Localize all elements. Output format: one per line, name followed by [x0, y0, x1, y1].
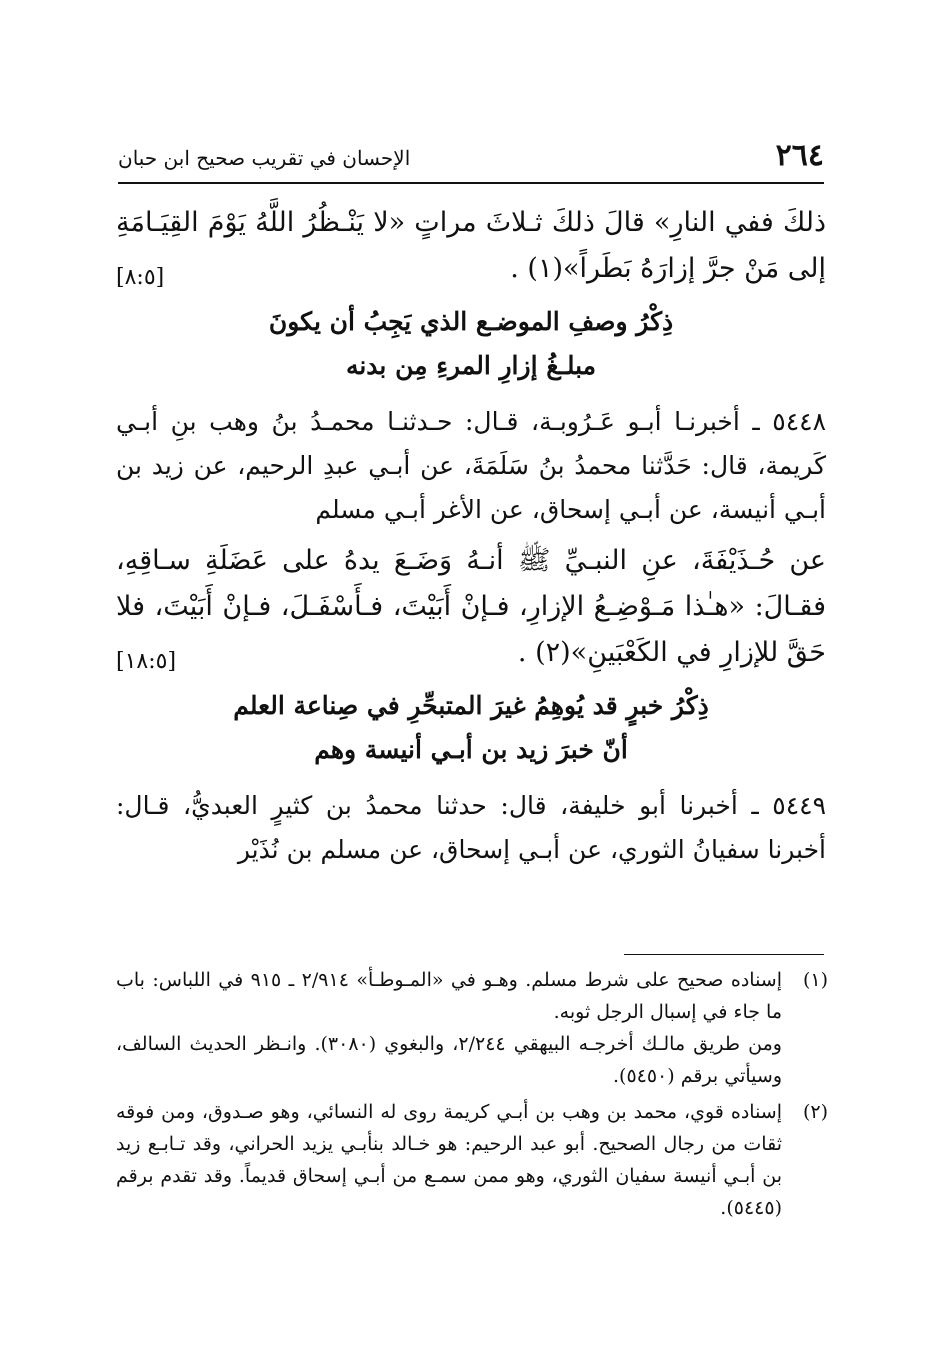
running-title: الإحسان في تقريب صحيح ابن حبان: [118, 146, 411, 170]
page-header: [118, 136, 824, 180]
section-heading: [116, 300, 826, 388]
hadith-matn: عن حُـذَيْفَةَ، عنِ النبـيِّ ﷺ أنـهُ وَضَـعَ يدهُ على عَضَلَةِ سـاقِهِ، فقـالَ: «هـٰذا مَـوْضِـعُ الإزارِ، فـإنْ أَبَيْتَ، فـأَسْفَـلَ، فـإنْ أَبَيْتَ، فلا حَقَّ للإزارِ في الكَعْبَينِ»(٢) .: [116, 545, 826, 668]
footnote-marker: (١): [802, 969, 828, 991]
footnote-body: [116, 964, 782, 1092]
footnote-text: إسناده صحيح على شرط مسلم. وهـو في «المـوطـأ» ٢/٩١٤ ـ ٩١٥ في اللباس: باب ما جاء في إسبال الرجل ثوبه.: [116, 969, 782, 1023]
heading-line: مبلـغُ إزارِ المرءِ مِن بدنه: [345, 351, 597, 380]
header-rule: [118, 182, 824, 184]
section-heading: [116, 684, 826, 772]
hadith-matn-block: [116, 538, 826, 676]
hadith-isnad: ٥٤٤٨ ـ أخبرنـا أبـو عَـرُوبـة، قـال: حـدثنـا محمـدُ بنُ وهب بنِ أبـي كَريمة، قال: حَدَّثنا محمدُ بنُ سَلَمَةَ، عن أبـي عبدِ الرحيم، عن زيد بن أبـي أنيسة، عن أبـي إسحاق، عن الأغر أبـي مسلم: [116, 407, 826, 524]
heading-line: ذِكْرُ وصفِ الموضـع الذي يَجِبُ أن يكونَ: [268, 307, 674, 336]
footnote-marker: (٢): [802, 1101, 828, 1123]
page-number: ٢٦٤: [775, 138, 824, 173]
main-text: [116, 200, 826, 878]
footnote-text: ومن طريق مالـك أخرجـه البيهقي ٢/٢٤٤، والبغوي (٣٠٨٠). وانـظر الحديث السالف، وسيأتي برقم (٥٤٥٠).: [116, 1033, 782, 1087]
footnote-text: إسناده قوي، محمد بن وهب بن أبـي كريمة روى له النسائي، وهو صـدوق، ومن فوقه ثقات من رجال الصحيح. أبو عبد الرحيم: هو خـالد بنأبـي يزيد الحراني، وقد تـابـع زيد بن أبـي أنيسة سفيان الثوري، وهو ممن سمـع من أبـي إسحاق قديماً. وقد تقدم برقم (٥٤٤٥).: [116, 1101, 782, 1219]
footnote-body: [116, 1096, 782, 1224]
heading-line: ذِكْرُ خبرٍ قد يُوهِمُ غيرَ المتبحِّرِ في صِناعة العلم: [233, 691, 709, 720]
footnote: [116, 964, 828, 1092]
footnotes: [116, 964, 828, 1228]
paragraph-continuation: [116, 200, 826, 292]
footnote-rule: [624, 954, 824, 955]
heading-line: أنّ خبرَ زيد بن أبـي أنيسة وهم: [314, 735, 628, 764]
hadith-isnad: ٥٤٤٩ ـ أخبرنا أبو خليفة، قال: حدثنا محمدُ بن كثيرٍ العبديُّ، قـال: أخبرنا سفيانُ الثوري، عن أبـي إسحاق، عن مسلم بن نُذَيْر: [116, 791, 826, 864]
footnote: [116, 1096, 828, 1224]
reference-marker: [٨:٥]: [116, 265, 165, 290]
paragraph-text: ذلكَ ففي النارِ» قالَ ذلكَ ثـلاثَ مراتٍ «لا يَنْـظُرُ اللَّهُ يَوْمَ القِيَـامَةِ إلى مَنْ جرَّ إزارَهُ بَطَراً»(١) .: [116, 207, 826, 284]
reference-marker: [١٨:٥]: [116, 649, 177, 674]
